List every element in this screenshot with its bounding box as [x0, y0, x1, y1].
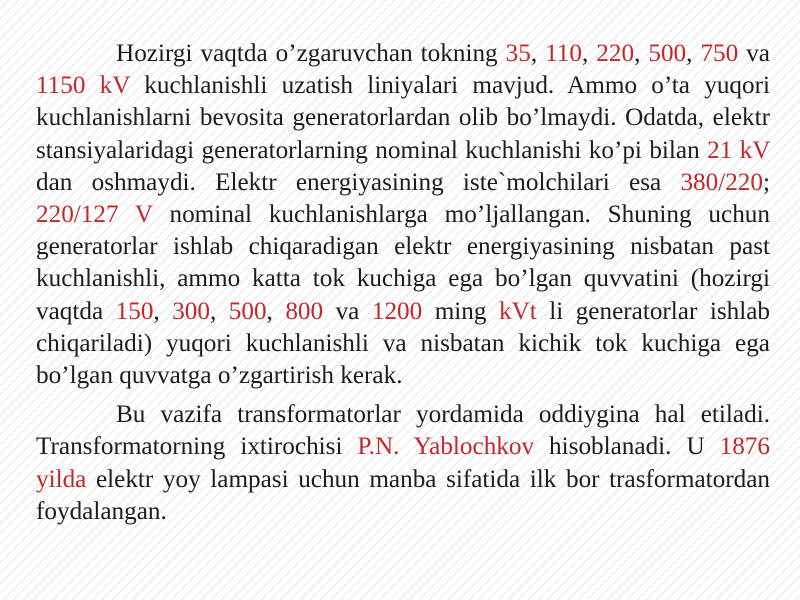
text-run: elektr yoy lampasi uchun manba sifatida ilk bor trasformatordan foydalangan. — [36, 465, 770, 525]
highlighted-value: 21 kV — [707, 136, 771, 164]
text-run: Hozirgi vaqtda o’zgaruvchan tokning — [116, 40, 506, 67]
highlighted-value: 500 — [648, 40, 687, 67]
highlighted-value: P.N. Yablochkov — [357, 433, 535, 461]
slide-text — [36, 38, 770, 535]
highlighted-value: 1200 — [371, 297, 423, 325]
paragraph-1 — [36, 38, 770, 392]
text-run: nominal kuchlanishlarga mo’ljallangan. Shuning uchun generatorlar ishlab chiqaradigan elektr energiyasining nisbatan past kuchlanishli, ammo katta tok kuchiga ega bo’lgan quvvatini (hozirgi vaqtda — [36, 201, 770, 325]
highlighted-value: 110 — [545, 40, 582, 67]
text-run: ming — [422, 297, 499, 325]
text-run: hisoblanadi. U — [534, 433, 720, 461]
text-run: , — [581, 40, 597, 67]
text-run: dan oshmaydi. Elektr energiyasining iste`molchilari esa — [36, 168, 681, 196]
text-run: , — [634, 40, 649, 67]
highlighted-value: 1150 kV — [36, 72, 131, 100]
text-run: , — [686, 40, 701, 67]
highlighted-value: 1876 yilda — [36, 433, 770, 493]
highlighted-value: 800 — [285, 297, 324, 325]
highlighted-value: 35 — [505, 40, 531, 67]
highlighted-value: 380/220 — [680, 168, 763, 196]
highlighted-value: 300 — [172, 297, 210, 325]
highlighted-value: 220 — [596, 40, 635, 67]
text-run: ; — [763, 168, 770, 196]
text-run: , — [209, 297, 229, 325]
text-run: va — [738, 40, 770, 67]
highlighted-value: 750 — [700, 40, 739, 67]
text-run: va — [323, 297, 372, 325]
text-run: kuchlanishli uzatish liniyalari mavjud. Ammo o’ta yuqori kuchlanishlarni bevosita generatorlardan olib bo’lmaydi. Odatda, elektr stansiyalaridagi generatorlarning nominal kuchlanishi ko’pi bilan — [36, 72, 770, 164]
text-run: , — [266, 297, 286, 325]
highlighted-value: 150 — [115, 297, 154, 325]
text-run: Bu vazifa transformatorlar yordamida oddiygina hal etiladi. Transformatorning ixtirochisi — [36, 401, 770, 461]
text-run: li generatorlar ishlab chiqariladi) yuqori kuchlanishli va nisbatan kichik tok kuchiga ega bo’lgan quvvatga o’zgartirish kerak. — [36, 297, 771, 390]
text-run: , — [153, 297, 173, 325]
highlighted-value: kVt — [498, 297, 537, 325]
text-run: , — [530, 40, 546, 67]
highlighted-value: 220/127 V — [36, 201, 153, 229]
paragraph-2 — [36, 399, 770, 528]
highlighted-value: 500 — [228, 297, 267, 325]
